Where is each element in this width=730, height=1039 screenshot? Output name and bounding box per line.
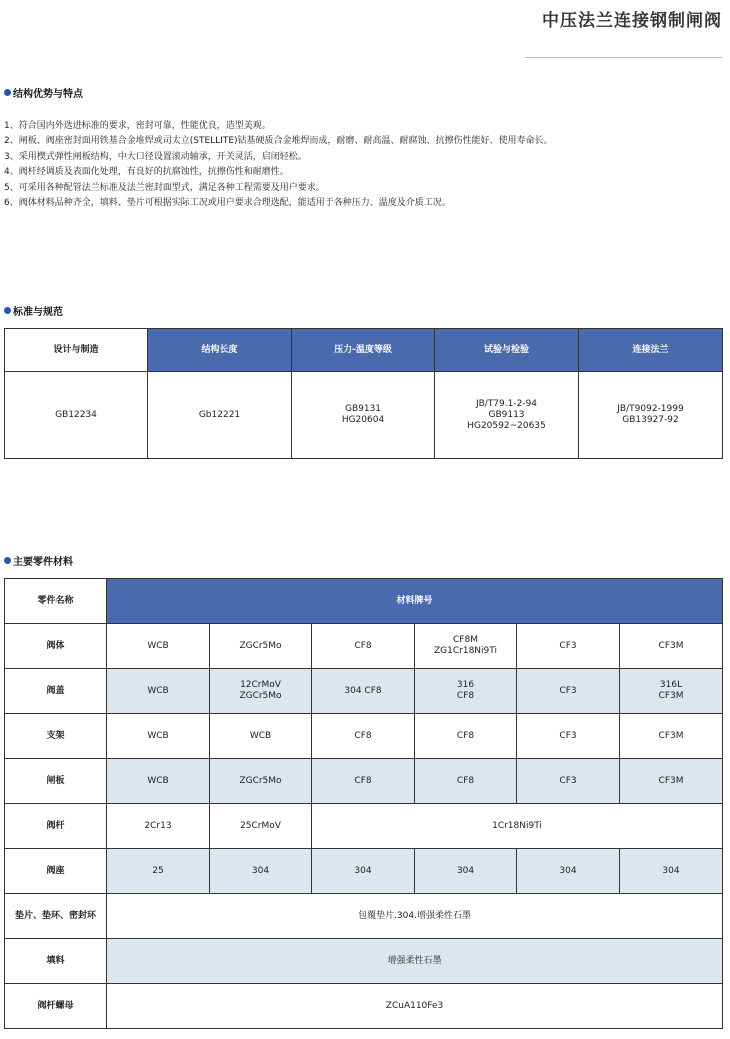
table-cell: 304 bbox=[312, 849, 415, 894]
table-row bbox=[5, 804, 723, 849]
standards-header-row bbox=[5, 329, 723, 372]
feature-item: 1、符合国内外选进标准的要求，密封可靠，性能优良，造型美观。 bbox=[4, 121, 271, 131]
table-cell: CF3M bbox=[620, 714, 723, 759]
table-cell: 304 bbox=[210, 849, 312, 894]
title-divider bbox=[525, 57, 722, 58]
table-row bbox=[5, 984, 723, 1029]
table-cell: GB12234 bbox=[5, 372, 148, 459]
header-cell: 设计与制造 bbox=[5, 329, 148, 372]
header-cell: 压力-温度等级 bbox=[292, 329, 435, 372]
table-cell: WCB bbox=[107, 624, 210, 669]
standards-table bbox=[4, 328, 723, 459]
table-cell: CF8 bbox=[415, 714, 517, 759]
section-heading-materials bbox=[4, 553, 73, 568]
table-cell: JB/T9092-1999 GB13927-92 bbox=[579, 372, 723, 459]
table-cell: 304 bbox=[517, 849, 620, 894]
table-row bbox=[5, 759, 723, 804]
table-cell: 25 bbox=[107, 849, 210, 894]
table-row bbox=[5, 714, 723, 759]
table-row bbox=[5, 669, 723, 714]
table-cell: CF8 bbox=[312, 759, 415, 804]
table-cell: WCB bbox=[107, 759, 210, 804]
table-cell: 316L CF3M bbox=[620, 669, 723, 714]
feature-item: 2、闸板、阀座密封面用铁基合金堆焊或司太立(STELLITE)钴基硬质合金堆焊而成，耐磨、耐高温、耐腐蚀、抗擦伤性能好、使用寿命长。 bbox=[4, 136, 553, 147]
feature-item: 5、可采用各种配管法兰标准及法兰密封面型式，满足各种工程需要及用户要求。 bbox=[4, 182, 325, 193]
table-cell: ZGCr5Mo bbox=[210, 759, 312, 804]
header-cell: 材料牌号 bbox=[107, 579, 723, 624]
table-cell: CF3M bbox=[620, 759, 723, 804]
features-list bbox=[4, 119, 726, 211]
materials-header-row bbox=[5, 579, 723, 624]
table-cell: CF3M bbox=[620, 624, 723, 669]
table-cell: 包覆垫片.304.增强柔性石墨 bbox=[107, 894, 723, 939]
table-cell: 304 CF8 bbox=[312, 669, 415, 714]
table-cell: ZCuA110Fe3 bbox=[107, 984, 723, 1029]
table-cell: 25CrMoV bbox=[210, 804, 312, 849]
table-cell: 1Cr18Ni9Ti bbox=[312, 804, 723, 849]
part-name: 阀体 bbox=[5, 624, 107, 669]
part-name: 阀杆 bbox=[5, 804, 107, 849]
table-row bbox=[5, 939, 723, 984]
section-heading-text: 结构优势与特点 bbox=[13, 89, 83, 100]
feature-item: 3、采用楔式弹性闸板结构，中大口径设置滚动轴承，开关灵活，启闭轻松。 bbox=[4, 151, 307, 162]
header-cell: 结构长度 bbox=[148, 329, 292, 372]
table-cell: 12CrMoV ZGCr5Mo bbox=[210, 669, 312, 714]
header-cell: 试验与检验 bbox=[435, 329, 579, 372]
table-cell: ZGCr5Mo bbox=[210, 624, 312, 669]
table-cell: CF8 bbox=[312, 624, 415, 669]
section-heading-features bbox=[4, 85, 83, 100]
feature-item: 6、阀体材料品种齐全，填料、垫片可根据实际工况或用户要求合理选配，能适用于各种压力、温度及介质工况。 bbox=[4, 198, 451, 209]
table-cell: WCB bbox=[107, 714, 210, 759]
part-name: 填料 bbox=[5, 939, 107, 984]
table-cell: JB/T79.1-2-94 GB9113 HG20592~20635 bbox=[435, 372, 579, 459]
part-name: 支架 bbox=[5, 714, 107, 759]
table-cell: WCB bbox=[210, 714, 312, 759]
standards-value-row bbox=[5, 372, 723, 459]
table-cell: GB9131 HG20604 bbox=[292, 372, 435, 459]
table-cell: WCB bbox=[107, 669, 210, 714]
materials-table bbox=[4, 578, 723, 1029]
table-cell: 2Cr13 bbox=[107, 804, 210, 849]
table-cell: CF3 bbox=[517, 669, 620, 714]
table-cell: 增强柔性石墨 bbox=[107, 939, 723, 984]
table-cell: 304 bbox=[415, 849, 517, 894]
table-cell: 304 bbox=[620, 849, 723, 894]
bullet-icon bbox=[4, 307, 11, 314]
section-heading-text: 主要零件材料 bbox=[13, 557, 73, 568]
section-heading-text: 标准与规范 bbox=[13, 307, 63, 318]
part-name: 闸板 bbox=[5, 759, 107, 804]
table-row bbox=[5, 624, 723, 669]
header-cell: 连接法兰 bbox=[579, 329, 723, 372]
bullet-icon bbox=[4, 557, 11, 564]
section-heading-standards bbox=[4, 303, 63, 318]
table-cell: CF8 bbox=[312, 714, 415, 759]
table-cell: CF8 bbox=[415, 759, 517, 804]
header-cell: 零件名称 bbox=[5, 579, 107, 624]
part-name: 垫片、垫环、密封环 bbox=[5, 894, 107, 939]
part-name: 阀盖 bbox=[5, 669, 107, 714]
page-title: 中压法兰连接钢制闸阀 bbox=[542, 11, 722, 31]
table-cell: CF8M ZG1Cr18Ni9Ti bbox=[415, 624, 517, 669]
table-cell: CF3 bbox=[517, 714, 620, 759]
table-cell: Gb12221 bbox=[148, 372, 292, 459]
part-name: 阀座 bbox=[5, 849, 107, 894]
table-cell: CF3 bbox=[517, 624, 620, 669]
table-cell: CF3 bbox=[517, 759, 620, 804]
feature-item: 4、阀杆经调质及表面化处理，有良好的抗腐蚀性，抗擦伤性和耐磨性。 bbox=[4, 167, 289, 178]
bullet-icon bbox=[4, 89, 11, 96]
table-cell: 316 CF8 bbox=[415, 669, 517, 714]
table-row bbox=[5, 894, 723, 939]
part-name: 阀杆螺母 bbox=[5, 984, 107, 1029]
table-row bbox=[5, 849, 723, 894]
